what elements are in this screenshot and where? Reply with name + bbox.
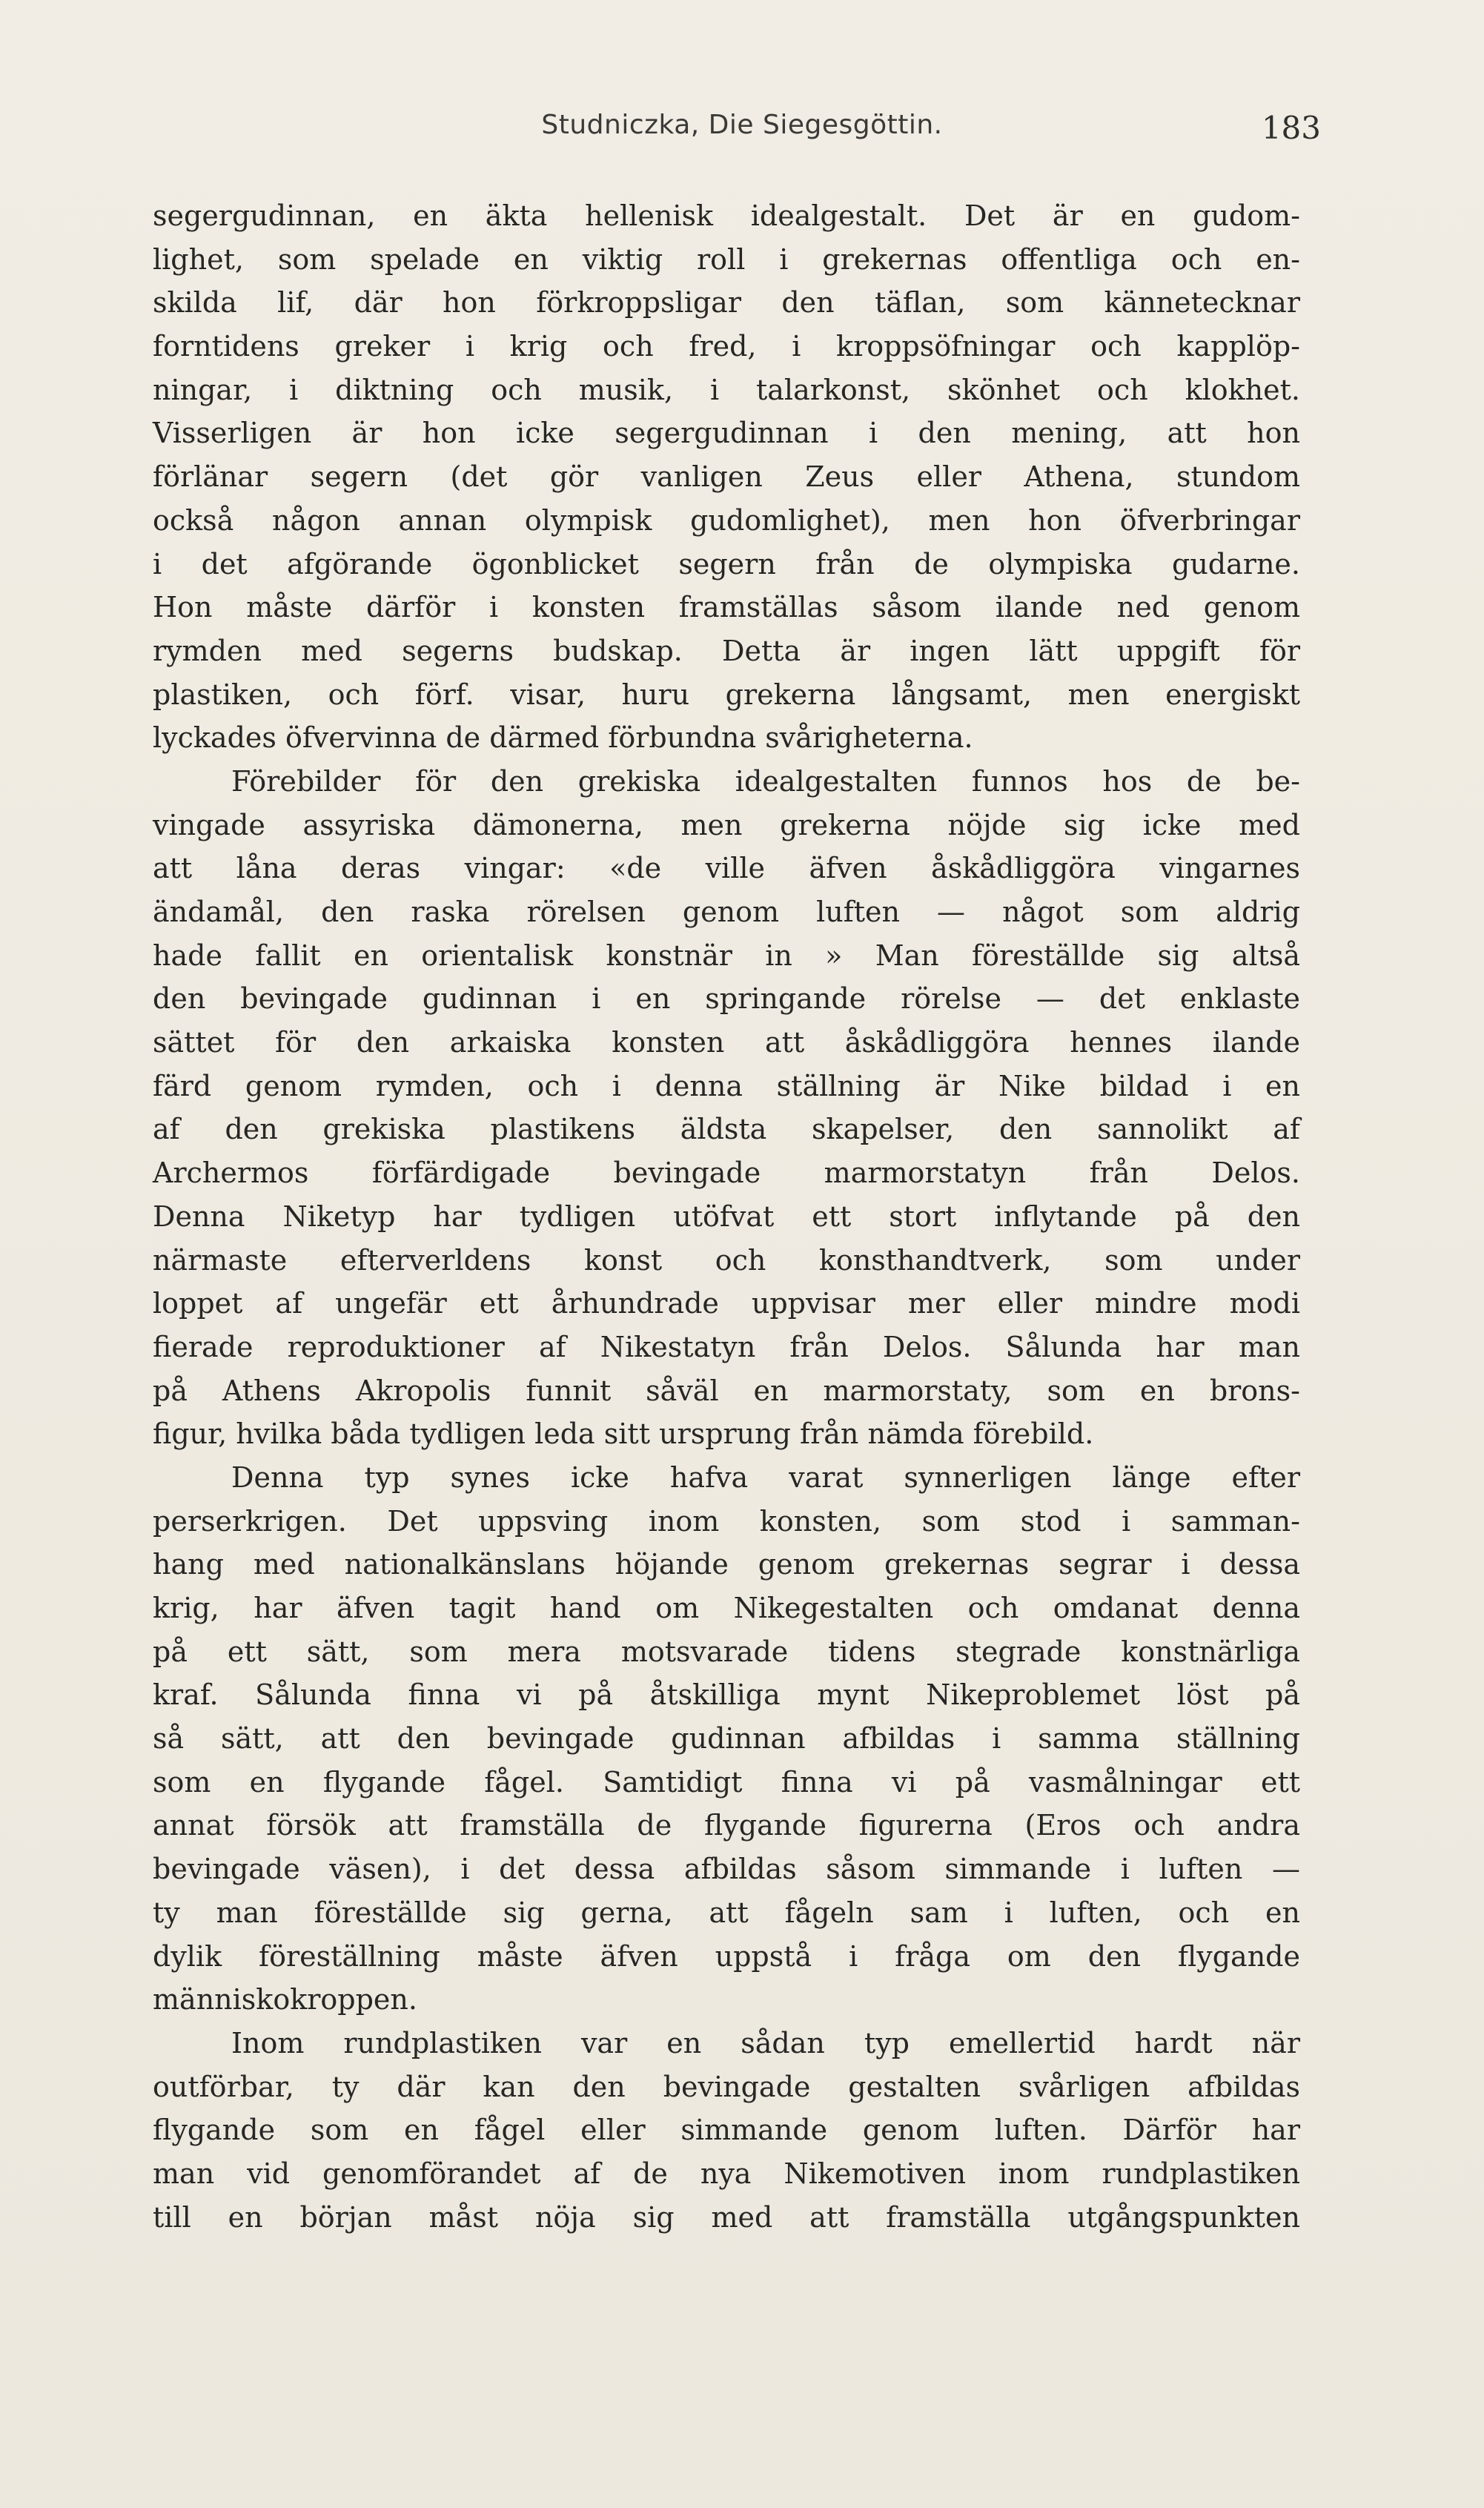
text-line: så sätt, att den bevingade gudinnan afbildas i samma ställning (153, 1722, 1300, 1756)
text-line: hang med nationalkänslans höjande genom grekernas segrar i dessa (153, 1548, 1300, 1581)
text-line: på Athens Akropolis funnit såväl en marmorstaty, som en brons- (153, 1374, 1300, 1407)
text-line: Archermos förfärdigade bevingade marmorstatyn från Delos. (153, 1157, 1300, 1190)
text-line: lyckades öfvervinna de därmed förbundna svårigheterna. (153, 721, 973, 755)
text-line: lighet, som spelade en viktig roll i grekernas offentliga och en- (153, 242, 1300, 276)
text-line: att låna deras vingar: «de ville äfven åskådliggöra vingarnes (153, 852, 1300, 885)
text-line: Hon måste därför i konsten framställas såsom ilande ned genom (153, 591, 1300, 624)
text-line: dylik föreställning måste äfven uppstå i fråga om den flygande (153, 1939, 1300, 1973)
text-line: krig, har äfven tagit hand om Nikegestalten och omdanat denna (153, 1592, 1300, 1624)
running-title: Studniczka, Die Siegesgöttin. (541, 110, 943, 140)
text-line: den bevingade gudinnan i en springande rörelse — det enklaste (153, 982, 1300, 1016)
text-line: skilda lif, där hon förkroppsligar den täflan, som kännetecknar (153, 286, 1300, 320)
text-line: figur, hvilka båda tydligen leda sitt ursprung från nämda förebild. (153, 1417, 1094, 1451)
text-line: rymden med segerns budskap. Detta är ingen lätt uppgift för (153, 634, 1300, 667)
text-line: ändamål, den raska rörelsen genom luften — något som aldrig (153, 896, 1300, 928)
text-line: som en flygande fågel. Samtidigt finna vi på vasmålningar ett (153, 1765, 1300, 1799)
text-line: ningar, i diktning och musik, i talarkonst, skönhet och klokhet. (153, 373, 1300, 406)
text-line: Visserligen är hon icke segergudinnan i den mening, att hon (153, 417, 1300, 450)
running-head (0, 110, 1484, 162)
text-line: Förebilder för den grekiska idealgestalten funnos hos de be- (231, 764, 1300, 798)
text-line: bevingade väsen), i det dessa afbildas såsom simmande i luften — (153, 1853, 1300, 1886)
text-line: Inom rundplastiken var en sådan typ emellertid hardt när (231, 2026, 1300, 2059)
text-line: hade fallit en orientalisk konstnär in » Man föreställde sig altså (153, 939, 1300, 972)
text-line: annat försök att framställa de flygande figurerna (Eros och andra (153, 1809, 1300, 1842)
text-line: på ett sätt, som mera motsvarade tidens stegrade konstnärliga (153, 1635, 1300, 1668)
text-line: sättet för den arkaiska konsten att åskådliggöra hennes ilande (153, 1026, 1300, 1059)
text-line: af den grekiska plastikens äldsta skapelser, den sannolikt af (153, 1113, 1300, 1146)
text-line: till en början måst nöja sig med att framställa utgångspunkten (153, 2200, 1300, 2234)
text-line: vingade assyriska dämonerna, men grekerna nöjde sig icke med (153, 808, 1300, 841)
text-line: forntidens greker i krig och fred, i kroppsöfningar och kapplöp- (153, 330, 1300, 363)
text-line: Denna typ synes icke hafva varat synnerligen länge efter (231, 1460, 1300, 1494)
text-line: flygande som en fågel eller simmande genom luften. Därför har (153, 2114, 1300, 2147)
text-line: segergudinnan, en äkta hellenisk idealgestalt. Det är en gudom- (153, 199, 1300, 232)
text-line: kraf. Sålunda finna vi på åtskilliga mynt Nikeproblemet löst på (153, 1678, 1300, 1712)
body-text (153, 194, 1300, 2239)
text-line: outförbar, ty där kan den bevingade gestalten svårligen afbildas (153, 2070, 1300, 2103)
text-line: plastiken, och förf. visar, huru grekerna långsamt, men energiskt (153, 678, 1300, 711)
text-line: närmaste efterverldens konst och konsthandtverk, som under (153, 1243, 1300, 1277)
text-line: färd genom rymden, och i denna ställning är Nike bildad i en (153, 1069, 1300, 1102)
text-line: i det afgörande ögonblicket segern från de olympiska gudarne. (153, 547, 1300, 580)
text-line: människokroppen. (153, 1983, 417, 2016)
text-line: loppet af ungefär ett århundrade uppvisar mer eller mindre modi (153, 1287, 1300, 1320)
text-line: perserkrigen. Det uppsving inom konsten, som stod i samman- (153, 1504, 1300, 1538)
text-line: fierade reproduktioner af Nikestatyn från Delos. Sålunda har man (153, 1330, 1300, 1363)
text-line: man vid genomförandet af de nya Nikemotiven inom rundplastiken (153, 2157, 1300, 2190)
page-number: 183 (1261, 110, 1321, 146)
text-line: ty man föreställde sig gerna, att fågeln sam i luften, och en (153, 1896, 1300, 1929)
text-line: också någon annan olympisk gudomlighet), men hon öfverbringar (153, 503, 1300, 537)
text-line: förlänar segern (det gör vanligen Zeus eller Athena, stundom (153, 460, 1300, 494)
text-line: Denna Niketyp har tydligen utöfvat ett stort inflytande på den (153, 1200, 1300, 1233)
